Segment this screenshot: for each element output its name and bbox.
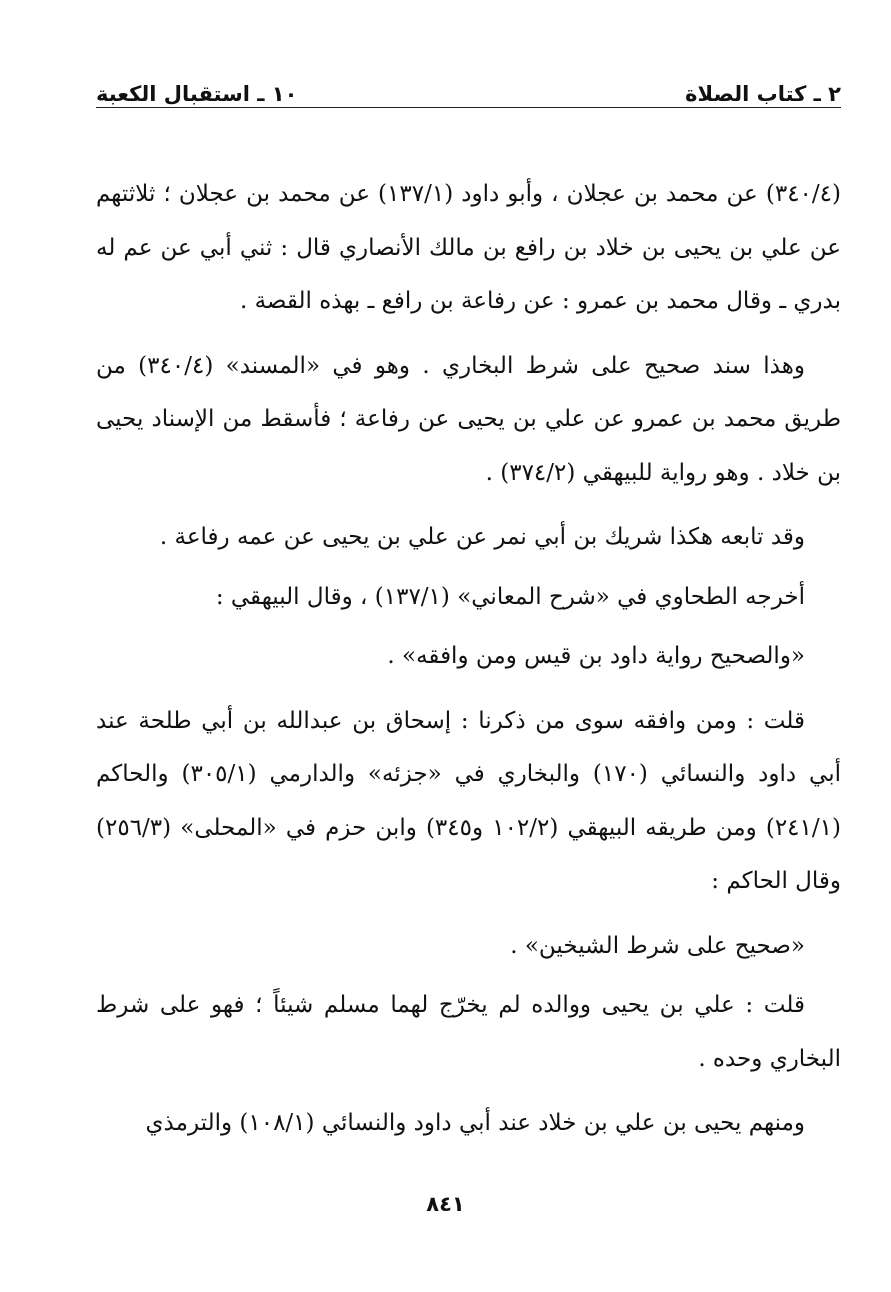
paragraph: قلت : علي بن يحيى ووالده لم يخرّج لهما مسلم شيئاً ؛ فهو على شرط البخاري وحده . <box>96 992 841 1072</box>
paragraph: ومنهم يحيى بن علي بن خلاد عند أبي داود والنسائي (١٠٨/١) والترمذي <box>145 1110 805 1136</box>
quotation: «صحيح على شرط الشيخين» . <box>510 932 805 959</box>
header-divider <box>96 107 841 108</box>
header-section-title: ١٠ ـ استقبال الكعبة <box>96 82 298 106</box>
page-number: ٨٤١ <box>426 1192 465 1216</box>
paragraph: وهذا سند صحيح على شرط البخاري . وهو في «المسند» (٣٤٠/٤) من طريق محمد بن عمرو عن علي بن يحيى عن رفاعة ؛ فأسقط من الإسناد يحيى بن خلاد . وهو رواية للبيهقي (٣٧٤/٢) . <box>96 352 841 486</box>
paragraph: وقد تابعه هكذا شريك بن أبي نمر عن علي بن يحيى عن عمه رفاعة . <box>159 524 805 550</box>
paragraph: أخرجه الطحاوي في «شرح المعاني» (١٣٧/١) ، وقال البيهقي : <box>215 583 805 610</box>
paragraph: (٣٤٠/٤) عن محمد بن عجلان ، وأبو داود (١٣٧/١) عن محمد بن عجلان ؛ ثلاثتهم عن علي بن يحيى بن خلاد بن رافع بن مالك الأنصاري قال : ثني أبي عن عم له بدري ـ وقال محمد بن عمرو : عن رفاعة بن رافع ـ بهذه القصة . <box>96 181 841 314</box>
quotation: «والصحيح رواية داود بن قيس ومن وافقه» . <box>387 643 805 669</box>
paragraph: قلت : ومن وافقه سوى من ذكرنا : إسحاق بن عبدالله بن أبي طلحة عند أبي داود والنسائي (١٧٠) والبخاري في «جزئه» والدارمي (٣٠٥/١) والحاكم (٢٤١/١) ومن طريقه البيهقي (١٠٢/٢ و٣٤٥) وابن حزم في «المحلى» (٢٥٦/٣) وقال الحاكم : <box>96 707 841 894</box>
running-header <box>96 66 841 106</box>
main-text <box>96 168 841 1162</box>
header-chapter-title: ٢ ـ كتاب الصلاة <box>685 82 841 106</box>
